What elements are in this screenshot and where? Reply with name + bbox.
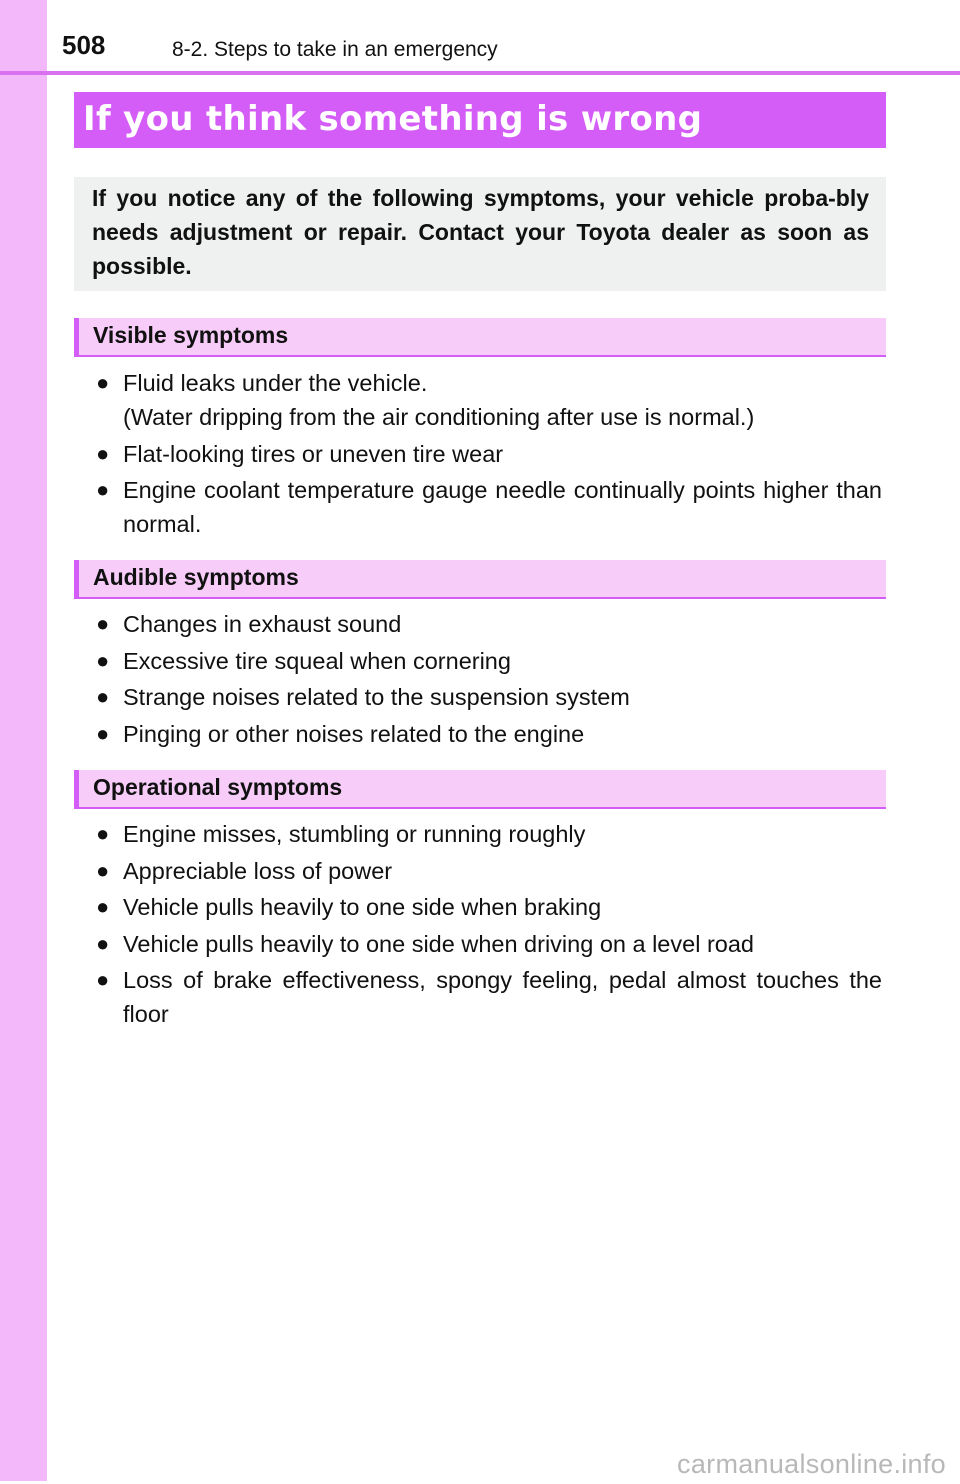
- list-item: [96, 717, 882, 751]
- page-number: 508: [62, 30, 106, 60]
- bullet-icon: ●: [96, 611, 110, 636]
- bullet-icon: ●: [96, 857, 110, 883]
- list-item-text: Engine coolant temperature gauge needle continually points higher than normal.: [123, 477, 882, 537]
- list-item: [96, 366, 882, 434]
- bullet-icon: ●: [96, 894, 110, 919]
- audible-symptoms-list: [96, 607, 882, 753]
- bullet-icon: ●: [96, 477, 110, 502]
- breadcrumb: 8-2. Steps to take in an emergency: [172, 38, 498, 61]
- list-item: [96, 607, 882, 641]
- chapter-side-tab: [0, 0, 47, 1481]
- list-item: [96, 437, 882, 471]
- list-item-text: Excessive tire squeal when cornering: [123, 647, 511, 674]
- section-heading-label: Operational symptoms: [93, 774, 343, 800]
- bullet-icon: ●: [96, 821, 110, 846]
- list-item-text: Strange noises related to the suspension system: [123, 684, 630, 710]
- section-heading-label: Audible symptoms: [93, 564, 299, 590]
- list-item: [96, 963, 882, 1031]
- header-divider: [0, 71, 960, 75]
- list-item-text: Vehicle pulls heavily to one side when driving on a level road: [123, 930, 754, 957]
- bullet-icon: ●: [96, 930, 110, 956]
- page-title: If you think something is wrong: [83, 99, 703, 139]
- list-item-text: Engine misses, stumbling or running roughly: [123, 821, 586, 847]
- list-item: [96, 927, 882, 961]
- section-heading-label: Visible symptoms: [93, 322, 289, 348]
- bullet-icon: ●: [96, 647, 110, 673]
- list-item-text: Flat-looking tires or uneven tire wear: [123, 440, 504, 467]
- bullet-icon: ●: [96, 684, 110, 709]
- intro-box: If you notice any of the following symptoms, your vehicle proba-bly needs adjustment or repair. Contact your Toyota dealer as soon as possible.: [74, 177, 886, 291]
- watermark-text: carmanualsonline.info: [677, 1449, 946, 1479]
- list-item-text: Changes in exhaust sound: [123, 611, 402, 637]
- list-item-text: Fluid leaks under the vehicle.: [123, 370, 428, 396]
- page-header: [0, 0, 960, 76]
- list-item-text: Appreciable loss of power: [123, 857, 393, 884]
- section-heading-audible: [74, 560, 886, 599]
- list-item: [96, 817, 882, 851]
- bullet-icon: ●: [96, 967, 110, 992]
- bullet-icon: ●: [96, 370, 110, 395]
- list-item: [96, 890, 882, 924]
- list-item-note: (Water dripping from the air conditioning after use is normal.): [123, 404, 755, 430]
- list-item: [96, 644, 882, 678]
- bullet-icon: ●: [96, 720, 110, 746]
- list-item: [96, 473, 882, 541]
- list-item-text: Pinging or other noises related to the engine: [123, 720, 585, 747]
- list-item: [96, 854, 882, 888]
- visible-symptoms-list: [96, 366, 882, 544]
- page-title-bar: [74, 92, 886, 148]
- bullet-icon: ●: [96, 440, 110, 466]
- section-heading-operational: [74, 770, 886, 809]
- operational-symptoms-list: [96, 817, 882, 1034]
- list-item: [96, 680, 882, 714]
- list-item-text: Loss of brake effectiveness, spongy feeling, pedal almost touches the floor: [123, 967, 882, 1027]
- list-item-text: Vehicle pulls heavily to one side when braking: [123, 894, 602, 920]
- section-heading-visible: [74, 318, 886, 357]
